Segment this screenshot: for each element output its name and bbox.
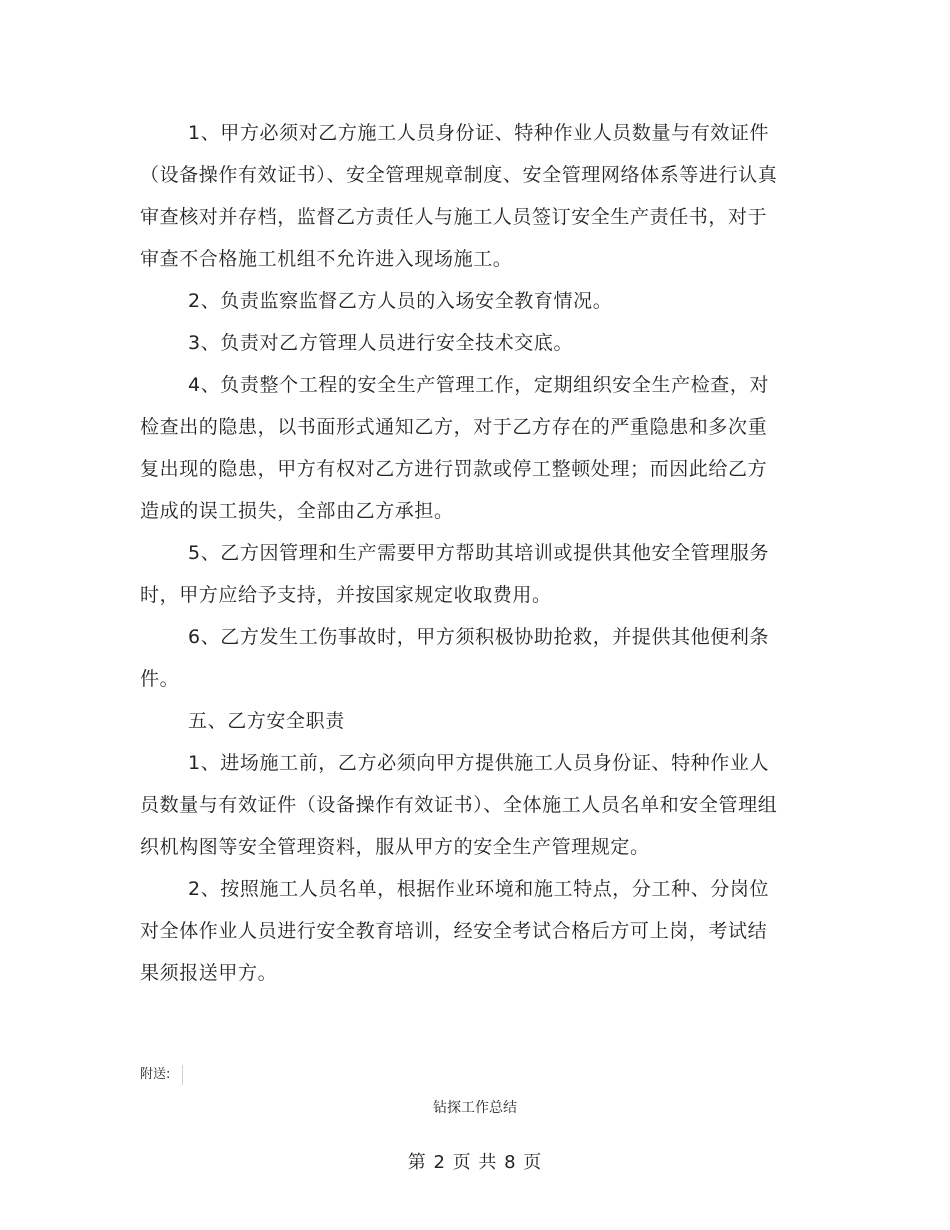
clause-2-entry-education: 2、负责监察监督乙方人员的入场安全教育情况。 bbox=[188, 290, 613, 312]
clause-1-party-a-review: 1、甲方必须对乙方施工人员身份证、特种作业人员数量与有效证件（设备操作有效证书）、安全管理规章制度、安全管理网络体系等进行认真审查核对并存档，监督乙方责任人与施工人员签订安全生产责任书，对于审查不合格施工机组不允许进入现场施工。 bbox=[140, 122, 778, 270]
clause-5-training-support: 5、乙方因管理和生产需要甲方帮助其培训或提供其他安全管理服务时，甲方应给予支持，并按国家规定收取费用。 bbox=[140, 542, 770, 606]
attachment-title: 钻探工作总结 bbox=[433, 1100, 517, 1116]
clause-b2-safety-training: 2、按照施工人员名单，根据作业环境和施工特点，分工种、分岗位对全体作业人员进行安全教育培训，经安全考试合格后方可上岗，考试结果须报送甲方。 bbox=[140, 878, 770, 984]
page-number: 第 2 页 共 8 页 bbox=[407, 1152, 543, 1173]
clause-6-accident-assistance: 6、乙方发生工伤事故时，甲方须积极协助抢救，并提供其他便利条件。 bbox=[140, 626, 770, 690]
document-body bbox=[140, 112, 780, 994]
attachment-line bbox=[140, 1065, 183, 1085]
clause-b1-pre-entry-documents: 1、进场施工前，乙方必须向甲方提供施工人员身份证、特种作业人员数量与有效证件（设备操作有效证书）、全体施工人员名单和安全管理组织机构图等安全管理资料，服从甲方的安全生产管理规定。 bbox=[140, 752, 778, 858]
attachment-label: 附送: bbox=[140, 1067, 171, 1082]
attachment-divider bbox=[182, 1065, 183, 1085]
clause-3-technical-briefing: 3、负责对乙方管理人员进行安全技术交底。 bbox=[188, 332, 574, 354]
clause-4-safety-management: 4、负责整个工程的安全生产管理工作，定期组织安全生产检查，对检查出的隐患，以书面形式通知乙方，对于乙方存在的严重隐患和多次重复出现的隐患，甲方有权对乙方进行罚款或停工整顿处理；而因此给乙方造成的误工损失，全部由乙方承担。 bbox=[140, 374, 770, 522]
section-heading-party-b-duties: 五、乙方安全职责 bbox=[188, 710, 345, 732]
